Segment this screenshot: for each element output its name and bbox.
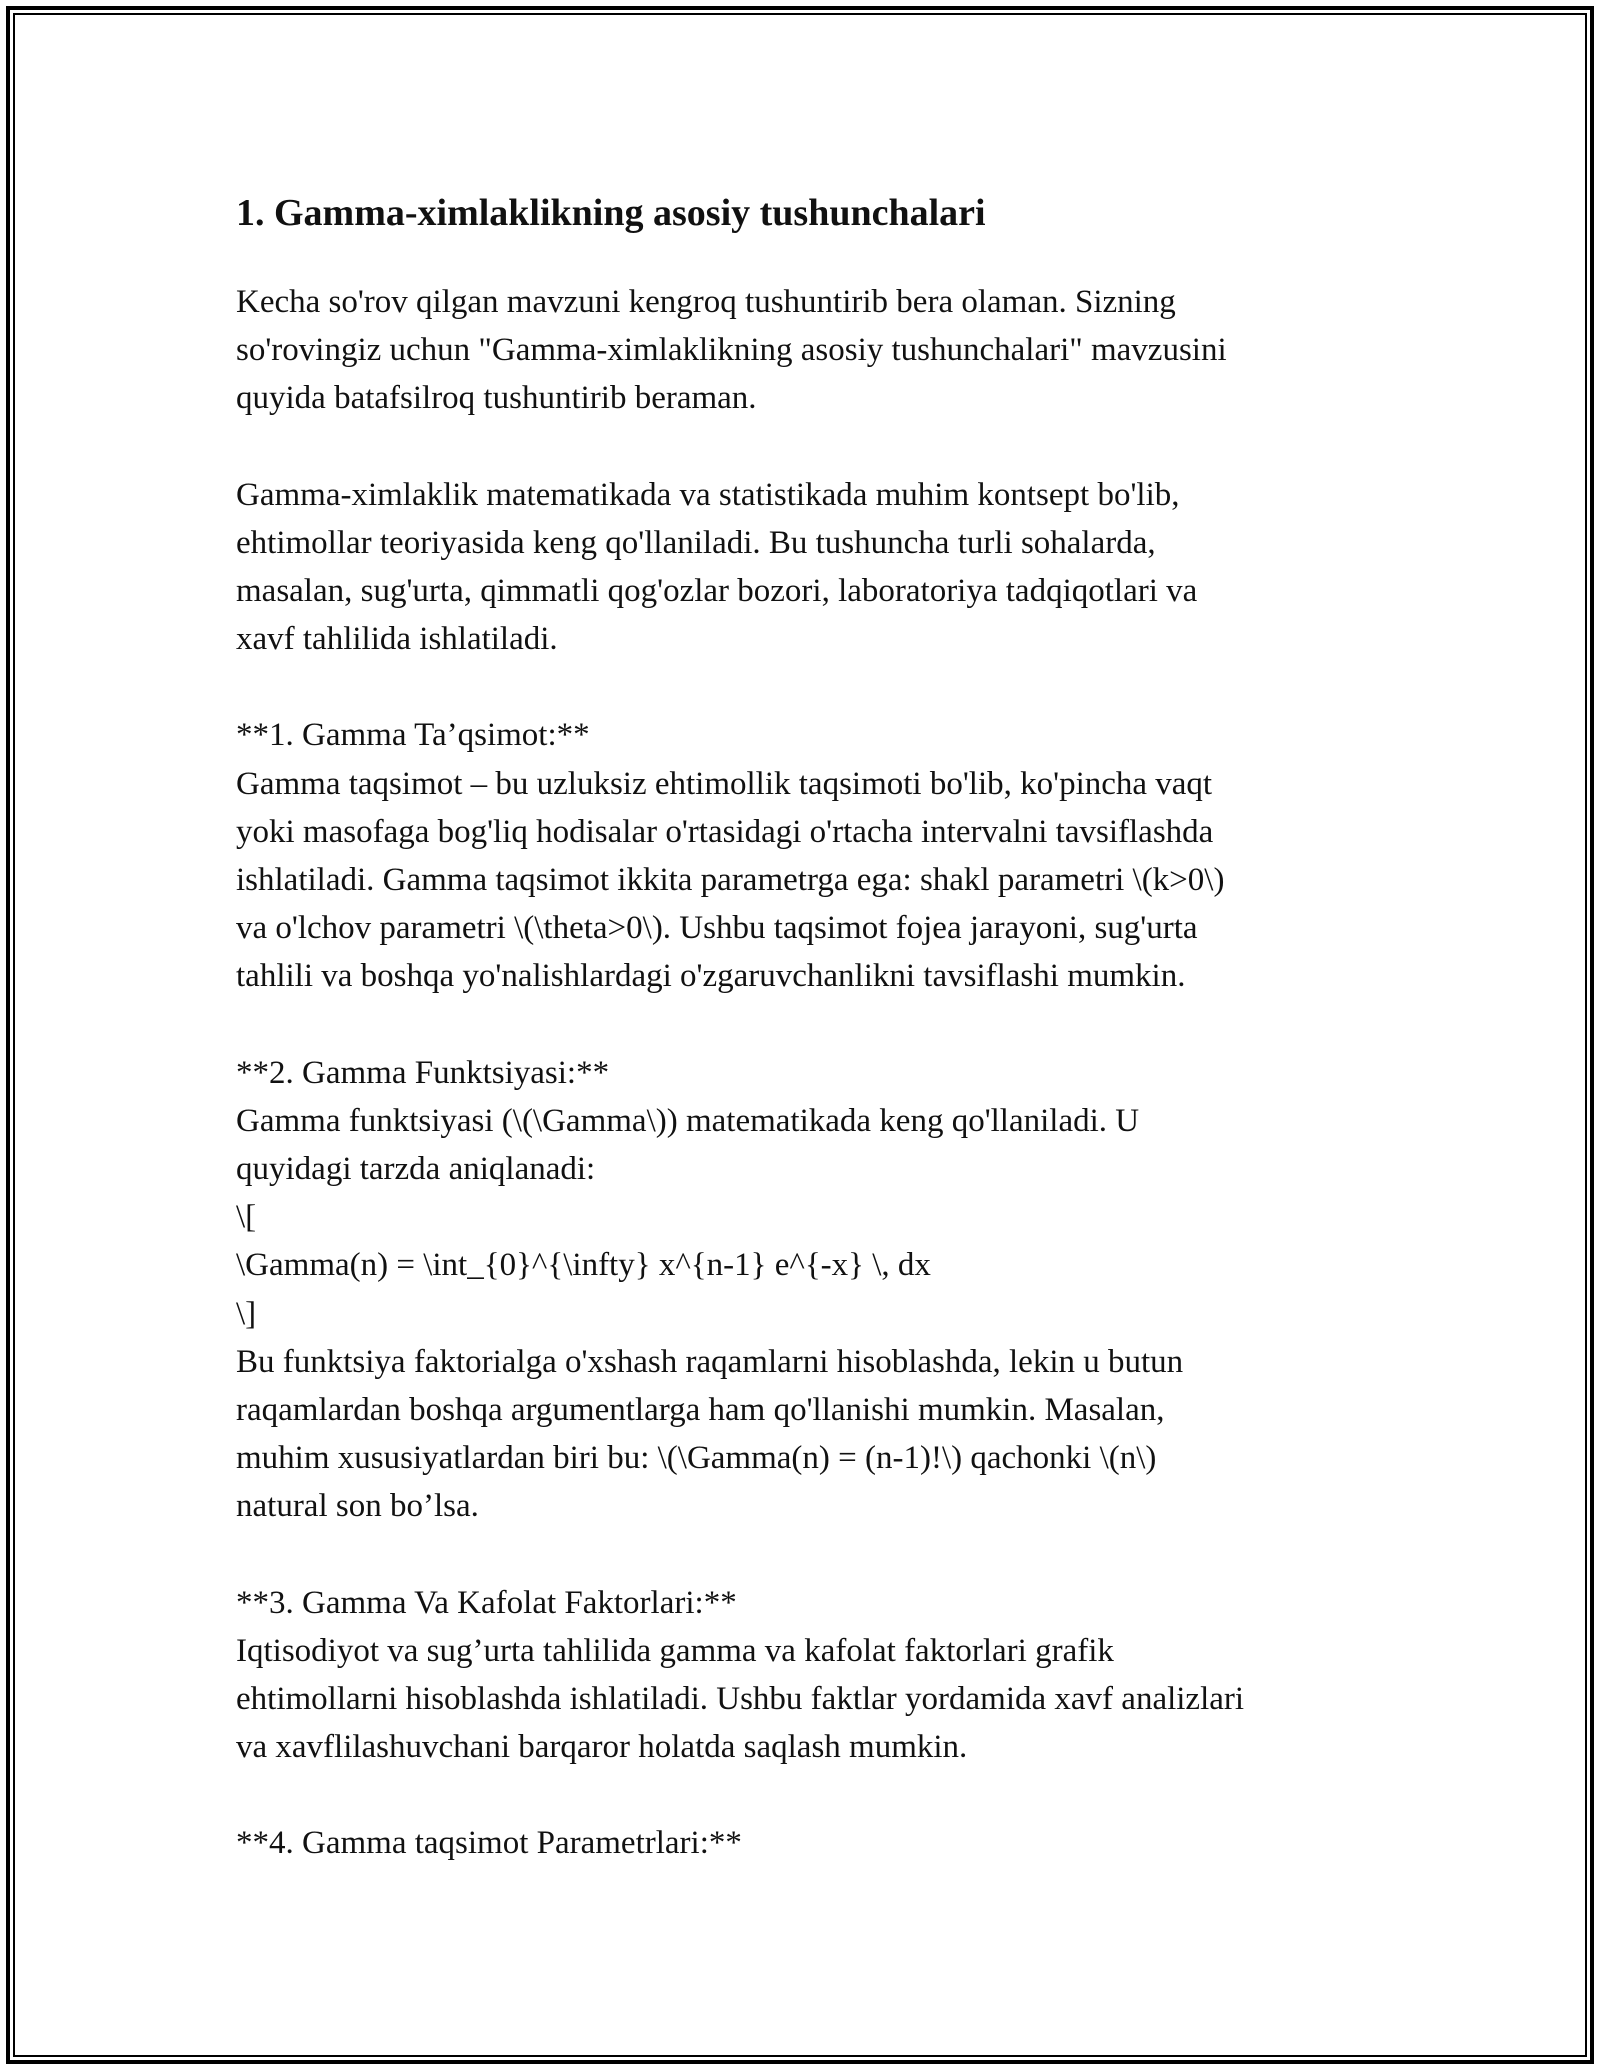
section-gamma-guarantee-factors: **3. Gamma Va Kafolat Faktorlari:** Iqtisodiyot va sug’urta tahlilida gamma va kafolat faktorlari grafik ehtimollarni hisoblashda ishlatiladi. Ushbu faktlar yordamida xavf analizlari va xavflilashuvchani barqaror holatda saqlash mumkin.	[236, 1584, 1245, 1766]
section-gamma-function: **2. Gamma Funktsiyasi:** Gamma funktsiyasi (\(\Gamma\)) matematikada keng qo'llaniladi. U quyidagi tarzda aniqlanadi: \[ \Gamma(n) = \int_{0}^{\infty} x^{n-1} e^{-x} \, dx \] Bu funktsiya faktorialga o'xshash raqamlarni hisoblashda, lekin u butun raqamlardan boshqa argumentlarga ham qo'llanishi mumkin. Masalan, muhim xususiyatlardan biri bu: \(\Gamma(n) = (n-1)!\) qachonki \(n\) natural son bo’lsa.	[236, 1054, 1184, 1525]
document-body	[236, 184, 1376, 1868]
section-gamma-distribution: **1. Gamma Ta’qsimot:** Gamma taqsimot – bu uzluksiz ehtimollik taqsimoti bo'lib, ko'pincha vaqt yoki masofaga bog'liq hodisalar o'rtasidagi o'rtacha intervalni tavsiflashda ishlatiladi. Gamma taqsimot ikkita parametrga ega: shakl parametri \(k>0\) va o'lchov parametri \(\theta>0\). Ushbu taqsimot fojea jarayoni, sug'urta tahlili va boshqa yo'nalishlardagi o'zgaruvchanlikni tavsiflashi mumkin.	[236, 717, 1225, 995]
paragraph-intro: Kecha so'rov qilgan mavzuni kengroq tushuntirib bera olaman. Sizning so'rovingiz uchun "Gamma-ximlaklikning asosiy tushunchalari" mavzusini quyida batafsilroq tushuntirib beraman.	[236, 284, 1227, 417]
section-gamma-parameters: **4. Gamma taqsimot Parametrlari:**	[236, 1825, 742, 1862]
paragraph-overview: Gamma-ximlaklik matematikada va statistikada muhim kontsept bo'lib, ehtimollar teoriyasida keng qo'llaniladi. Bu tushuncha turli sohalarda, masalan, sug'urta, qimmatli qog'ozlar bozori, laboratoriya tadqiqotlari va xavf tahlilida ishlatiladi.	[236, 476, 1198, 658]
document-title: 1. Gamma-ximlaklikning asosiy tushunchalari	[236, 192, 986, 234]
